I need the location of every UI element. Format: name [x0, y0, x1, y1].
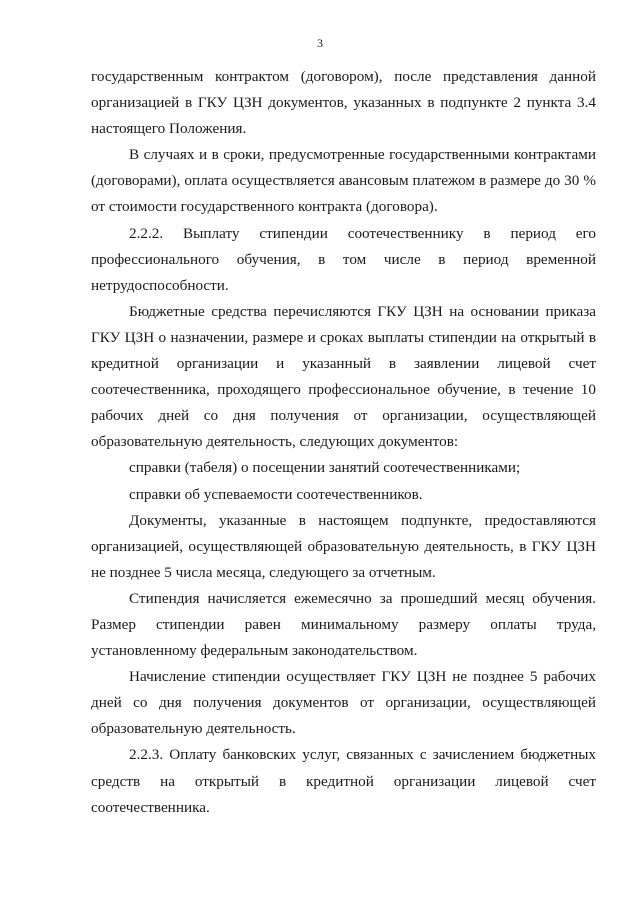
document-body	[91, 64, 596, 821]
paragraph-stipend-amount: Стипендия начисляется ежемесячно за прошедший месяц обучения. Размер стипендии равен минимальному размеру оплаты труда, установленному федеральным законодательством.	[91, 589, 596, 660]
paragraph-documents-deadline: Документы, указанные в настоящем подпункте, предоставляются организацией, осуществляющей образовательную деятельность, в ГКУ ЦЗН не позднее 5 числа месяца, следующего за отчетным.	[91, 511, 596, 581]
paragraph-2-2-3-bank-services: 2.2.3. Оплату банковских услуг, связанных с зачислением бюджетных средств на открытый в кредитной организации лицевой счет соотечественника.	[91, 746, 596, 816]
list-item-progress-certificate: справки об успеваемости соотечественников.	[129, 485, 423, 503]
list-item-attendance-certificate: справки (табеля) о посещении занятий соотечественниками;	[129, 459, 521, 477]
page-number: 3	[317, 36, 323, 50]
paragraph-budget-transfer: Бюджетные средства перечисляются ГКУ ЦЗН на основании приказа ГКУ ЦЗН о назначении, размере и сроках выплаты стипендии на открытый в кредитной организации и указанный в заявлении лицевой счет соотечественника, проходящего профессиональное обучение, в течение 10 рабочих дней со дня получения от организации, осуществляющей образовательную деятельность, следующих документов:	[91, 302, 596, 451]
paragraph-advance-payment: В случаях и в сроки, предусмотренные государственными контрактами (договорами), оплата осуществляется авансовым платежом в размере до 30 % от стоимости государственного контракта (договора).	[91, 146, 596, 216]
paragraph-2-2-2-stipend: 2.2.2. Выплату стипендии соотечественнику в период его профессионального обучения, в том числе в период временной нетрудоспособности.	[91, 224, 596, 294]
paragraph-stipend-accrual: Начисление стипендии осуществляет ГКУ ЦЗН не позднее 5 рабочих дней со дня получения документов от организации, осуществляющей образовательную деятельность.	[91, 668, 596, 738]
paragraph-contract-continuation: государственным контрактом (договором), после представления данной организацией в ГКУ ЦЗН документов, указанных в подпункте 2 пункта 3.4 настоящего Положения.	[91, 68, 596, 138]
